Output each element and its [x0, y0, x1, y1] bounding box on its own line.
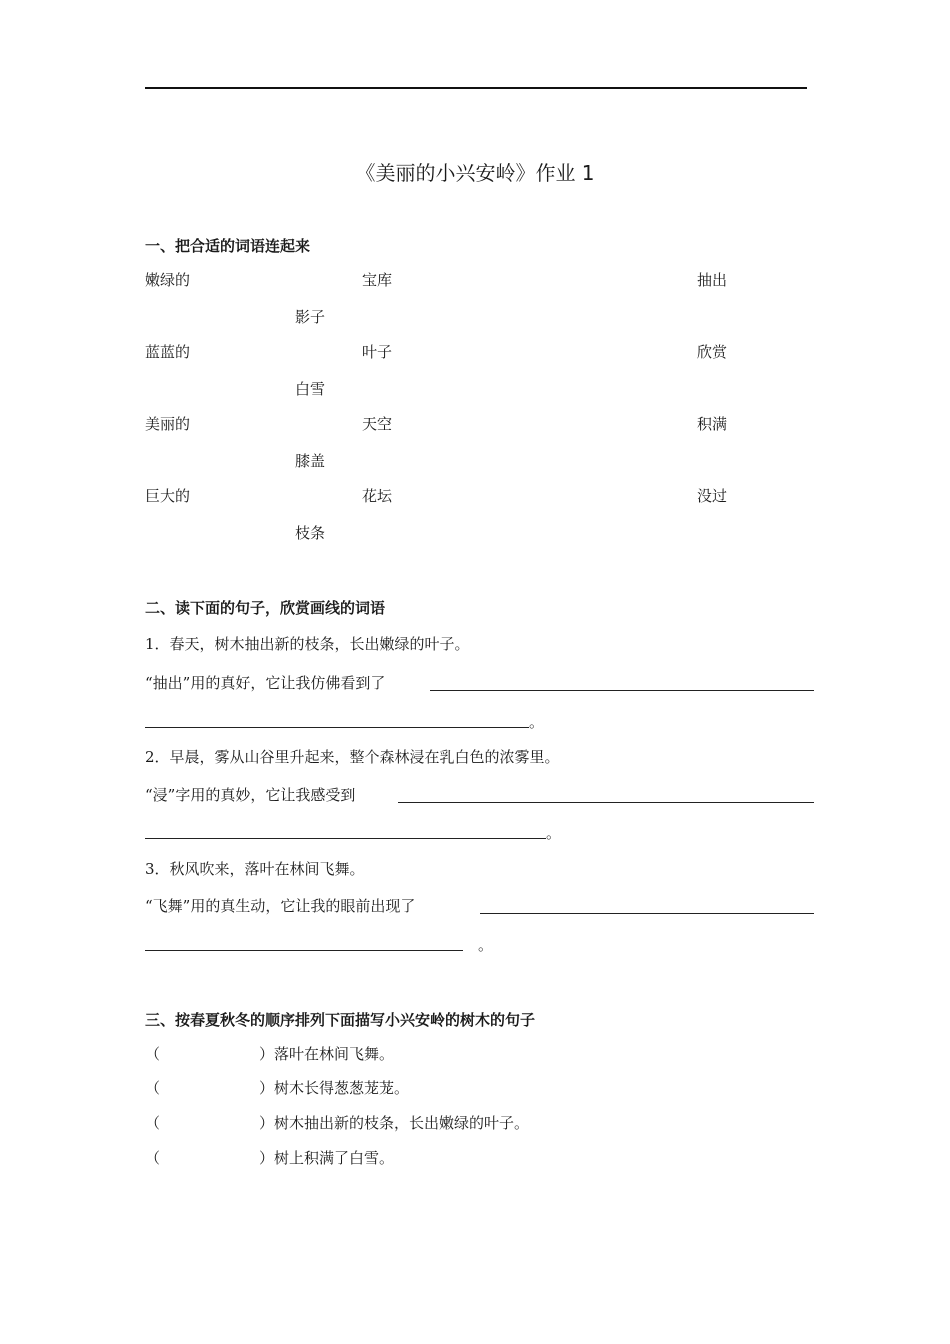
- answer-line[interactable]: [145, 727, 529, 728]
- period: 。: [529, 713, 545, 731]
- word-col3: 宝库: [362, 271, 393, 289]
- word-col3: 花坛: [362, 487, 393, 505]
- word-col2: 枝条: [295, 524, 326, 542]
- open-paren: （: [145, 1149, 161, 1167]
- section3-heading: 三、按春夏秋冬的顺序排列下面描写小兴安岭的树木的句子: [145, 1011, 536, 1029]
- sentence-2: 2．早晨，雾从山谷里升起来，整个森林浸在乳白色的浓雾里。: [145, 748, 560, 766]
- word-col1: 蓝蓝的: [145, 343, 191, 361]
- word-col2: 影子: [295, 308, 326, 326]
- answer-line[interactable]: [398, 802, 814, 803]
- answer-line[interactable]: [145, 950, 463, 951]
- word-col1: 嫩绿的: [145, 271, 191, 289]
- answer-line[interactable]: [430, 690, 814, 691]
- word-col2: 白雪: [295, 380, 326, 398]
- section2-heading: 二、读下面的句子，欣赏画线的词语: [145, 599, 386, 617]
- prompt-1: “抽出”用的真好，它让我仿佛看到了: [145, 674, 386, 692]
- header-rule: [145, 87, 807, 89]
- prompt-2: “浸”字用的真妙，它让我感受到: [145, 786, 356, 804]
- period: 。: [478, 936, 494, 954]
- page-title: 《美丽的小兴安岭》作业 1: [355, 161, 595, 185]
- section1-heading: 一、把合适的词语连起来: [145, 237, 311, 255]
- word-col1: 美丽的: [145, 415, 191, 433]
- open-paren: （: [145, 1079, 161, 1097]
- period: 。: [546, 824, 562, 842]
- word-col4: 积满: [697, 415, 728, 433]
- open-paren: （: [145, 1114, 161, 1132]
- answer-line[interactable]: [480, 913, 814, 914]
- sentence-1: 1．春天，树木抽出新的枝条，长出嫩绿的叶子。: [145, 635, 470, 653]
- word-col4: 欣赏: [697, 343, 728, 361]
- prompt-3: “飞舞”用的真生动，它让我的眼前出现了: [145, 897, 416, 915]
- word-col1: 巨大的: [145, 487, 191, 505]
- answer-line[interactable]: [145, 838, 546, 839]
- word-col3: 天空: [362, 415, 393, 433]
- open-paren: （: [145, 1045, 161, 1063]
- word-col2: 膝盖: [295, 452, 326, 470]
- word-col4: 抽出: [697, 271, 728, 289]
- order-item: ）树木抽出新的枝条，长出嫩绿的叶子。: [259, 1114, 530, 1132]
- order-item: ）树木长得葱葱茏茏。: [259, 1079, 410, 1097]
- order-item: ）落叶在林间飞舞。: [259, 1045, 395, 1063]
- word-col3: 叶子: [362, 343, 393, 361]
- sentence-3: 3．秋风吹来，落叶在林间飞舞。: [145, 860, 365, 878]
- order-item: ）树上积满了白雪。: [259, 1149, 395, 1167]
- word-col4: 没过: [697, 487, 728, 505]
